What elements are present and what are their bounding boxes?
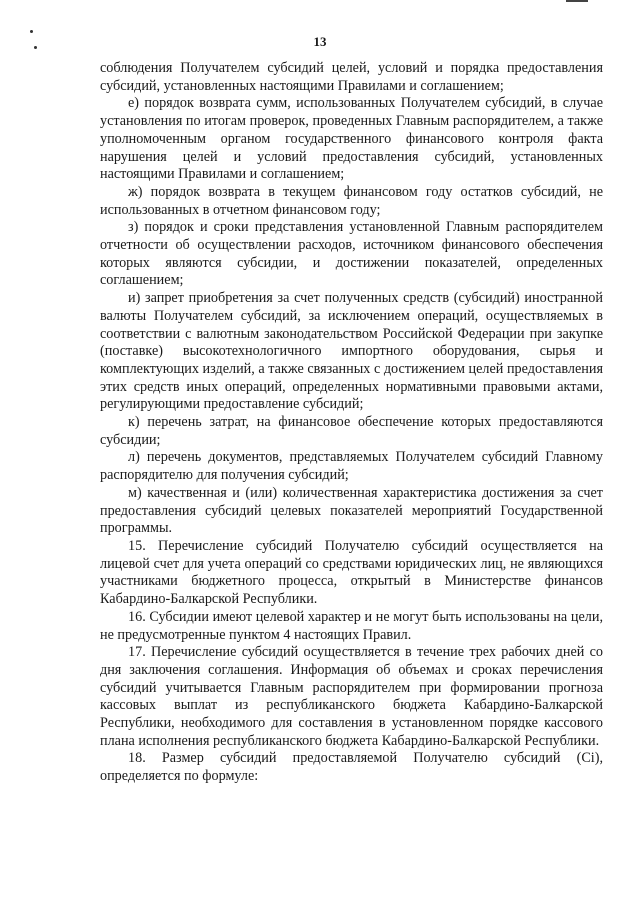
paragraph-16: 16. Субсидии имеют целевой характер и не могут быть использованы на цели, не предусмотренные пунктом 4 настоящих Правил. (100, 608, 603, 643)
paragraph-item-k: к) перечень затрат, на финансовое обеспечение которых предоставляются субсидии; (100, 414, 603, 448)
paragraph-18: 18. Размер субсидий предоставляемой Получателю субсидий (Ci), определяется по формуле: (100, 750, 603, 785)
paragraph-17: 17. Перечисление субсидий осуществляется в течение трех рабочих дней со дня заключения соглашения. Информация об объемах и сроках перечисления субсидий учитывается Главным распорядителем при формировании прогноза кассовых выплат из республиканского бюджета Кабардино-Балкарской Республики, необходимого для составления в установленном порядке кассового плана исполнения республиканского бюджета Кабардино-Балкарской Республики. (100, 644, 603, 749)
page-number: 13 (313, 34, 327, 49)
paragraph-item-zh: ж) порядок возврата в текущем финансовом году остатков субсидий, не использованных в отчетном финансовом году; (100, 183, 603, 218)
paragraph-item-z: з) порядок и сроки представления установленной Главным распорядителем отчетности об осуществлении расходов, источником финансового обеспечения которых являются субсидии, и достижении показателей, определенных соглашением; (100, 219, 603, 289)
paragraph-item-i: и) запрет приобретения за счет полученных средств (субсидий) иностранной валюты Получателем субсидий, за исключением операций, осуществляемых в соответствии с валютным законодательством Российской Федерации при закупке (поставке) высокотехнологичного импортного оборудования, сырья и комплектующих изделий, а также связанных с достижением целей предоставления этих средств иных операций, определенных нормативными правовыми актами, регулирующими предоставление субсидий; (100, 290, 603, 413)
scan-edge-mark (566, 0, 588, 2)
paragraph-item-l: л) перечень документов, представляемых Получателем субсидий Главному распорядителю для получения субсидий; (100, 449, 603, 484)
paragraph-item-e: е) порядок возврата сумм, использованных Получателем субсидий, в случае установления по итогам проверок, проведенных Главным распорядителем, а также уполномоченным органом государственного финансового контроля факта нарушения целей и условий предоставления субсидий, установленных настоящими Правилами и соглашением; (100, 95, 603, 183)
paragraph-item-m: м) качественная и (или) количественная характеристика достижения за счет предоставления субсидий целевых показателей мероприятий Государственной программы. (100, 484, 603, 537)
paragraph-continuation: соблюдения Получателем субсидий целей, условий и порядка предоставления субсидий, установленных настоящими Правилами и соглашением; (100, 60, 603, 94)
document-body (100, 60, 603, 786)
paragraph-15: 15. Перечисление субсидий Получателю субсидий осуществляется на лицевой счет для учета операций со средствами юридических лиц, не являющихся участниками бюджетного процесса, открытый в Министерстве финансов Кабардино-Балкарской Республики. (100, 537, 603, 608)
scan-speck (30, 30, 33, 33)
